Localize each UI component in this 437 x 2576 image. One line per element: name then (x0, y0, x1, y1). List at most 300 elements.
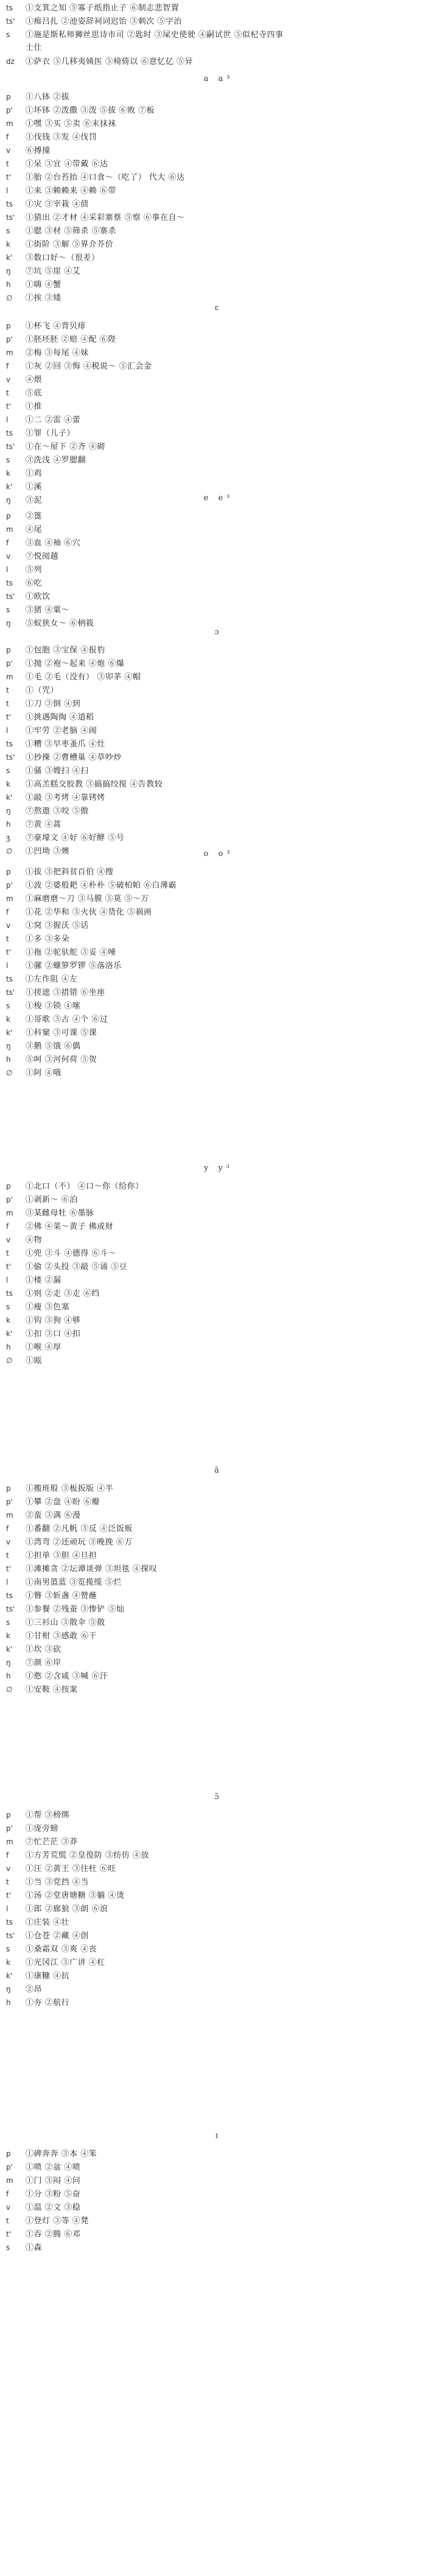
syllable-row (6, 865, 432, 879)
character-list: ①杯飞 ④背贝痱 (26, 322, 86, 331)
syllable-row (6, 171, 432, 184)
syllable-row (6, 946, 432, 959)
syllable-row (6, 972, 432, 986)
syllable-row (6, 509, 432, 523)
syllable-row (6, 1482, 432, 1495)
syllable-row (6, 751, 432, 764)
syllable-row (6, 1835, 432, 1849)
initial-label: p (6, 2150, 11, 2158)
syllable-row (6, 440, 432, 453)
syllable-row (6, 1206, 432, 1220)
initial-label: ʒ (6, 833, 10, 842)
character-list: ①瘦 ③色塞 (26, 1303, 70, 1312)
character-list: ①牢劳 ②老脑 ④闹 (26, 726, 97, 735)
syllable-row (6, 1849, 432, 1862)
character-list: ①汪 ②黄王 ③往枉 ⑥旺 (26, 1864, 116, 1874)
syllable-row (6, 1916, 432, 1929)
initial-label: m (6, 1511, 13, 1520)
initial-label: p' (6, 106, 13, 115)
syllable-row (6, 1535, 432, 1549)
character-list: ②昂 (26, 1985, 43, 1994)
initial-label: ŋ (6, 267, 11, 275)
character-list: ①多 ③多朵 (26, 935, 70, 944)
syllable-row (6, 536, 432, 550)
initial-label: f (6, 1851, 9, 1859)
syllable-row (6, 710, 432, 724)
initial-label: l (6, 416, 9, 424)
initial-label: s (6, 1303, 10, 1311)
character-list: ①高羔糕交胶教 ③搞搞绞搅 ④告教较 (26, 780, 163, 789)
syllable-row (6, 999, 432, 1013)
initial-label: s (6, 227, 10, 235)
initial-label: k (6, 1316, 10, 1325)
initial-label: h (6, 1055, 11, 1064)
character-list: ①来 ③赖赖来 ④赖 ⑥带 (26, 186, 116, 196)
initial-label: p' (6, 881, 13, 890)
initial-label: t (6, 935, 9, 943)
initial-label: s (6, 1002, 10, 1010)
character-list: ①门 ③闷 ④问 (26, 2176, 81, 2185)
initial-label: f (6, 1222, 9, 1231)
initial-label: f (6, 133, 9, 141)
character-list: ③泥 (26, 496, 43, 505)
initial-label: k' (6, 1972, 13, 1980)
syllable-row (6, 333, 432, 346)
initial-label: p (6, 1182, 11, 1191)
initial-label: ts (6, 4, 13, 12)
syllable-row (6, 1889, 432, 1902)
initial-label: k (6, 1958, 10, 1967)
syllable-row (6, 905, 432, 919)
syllable-row (6, 550, 432, 563)
syllable-row (6, 278, 432, 291)
initial-label: p' (6, 2163, 13, 2171)
initial-label: t' (6, 948, 12, 957)
character-list: ①参餐 ②残蚕 ③惨铲 ⑤灿 (26, 1605, 125, 1614)
syllable-row (6, 1589, 432, 1602)
syllable-row (6, 764, 432, 777)
character-list: ①番翻 ②凡帆 ③反 ④泛饭贩 (26, 1524, 133, 1534)
character-list: ④尾 (26, 525, 43, 534)
syllable-row (6, 117, 432, 130)
character-list: ①欧饮 (26, 592, 51, 601)
syllable-row (6, 1354, 432, 1367)
character-list: ①腮 ③材 ⑤筛杀 ⑤寨杀 (26, 227, 116, 236)
rime-heading: o o³ (203, 849, 234, 858)
initial-label: ts (6, 429, 13, 437)
initial-label: l (6, 1905, 9, 1913)
initial-label: h (6, 1672, 11, 1680)
syllable-row (6, 1026, 432, 1039)
initial-label: l (6, 1276, 9, 1284)
character-list: ①挑遇陶掏 ④道稻 (26, 713, 94, 722)
syllable-row (6, 1273, 432, 1287)
syllable-row (6, 1549, 432, 1562)
character-list: ①剥新～ ⑥泊 (26, 1195, 78, 1205)
character-list: ①登灯 ③等 ④凳 (26, 2217, 89, 2226)
initial-label: ŋ (6, 807, 11, 815)
initial-label: ŋ (6, 619, 11, 628)
syllable-row (6, 104, 432, 117)
character-list: ①汤 ②堂唐塘糖 ③躺 ④烫 (26, 1891, 125, 1900)
initial-label: h (6, 1343, 11, 1351)
syllable-row (6, 1039, 432, 1053)
syllable-row (6, 1287, 432, 1300)
initial-label: k' (6, 1028, 13, 1037)
syllable-row (6, 670, 432, 684)
character-list: ①麻磨磨～刀 ③马膜 ⑤莫 ⑤～万 (26, 894, 149, 904)
syllable-row (6, 413, 432, 426)
syllable-row (6, 643, 432, 657)
initial-label: ts (6, 1591, 13, 1600)
initial-label: m (6, 2176, 13, 2185)
initial-label: l (6, 565, 9, 574)
syllable-row (6, 2174, 432, 2187)
syllable-row (6, 197, 432, 211)
character-list: ①痴吕扎 ②池姿辞祠词迟饴 ③刺次 ⑤字治 (26, 17, 182, 26)
rime-heading: ɔ̃ (214, 1792, 223, 1802)
initial-label: f (6, 539, 9, 547)
syllable-row (6, 1193, 432, 1206)
initial-label: k' (6, 483, 13, 491)
character-list: ①庞旁螃 (26, 1824, 59, 1833)
syllable-row (6, 892, 432, 905)
syllable-row (6, 919, 432, 932)
character-list: ⑦坑 ⑤崖 ④艾 (26, 267, 81, 276)
character-list: ①憨 ②含咸 ③喊 ⑥汗 (26, 1672, 108, 1681)
initial-label: ts' (6, 17, 15, 26)
initial-label: dz (6, 57, 15, 66)
initial-label: ts' (6, 753, 15, 762)
syllable-row (6, 986, 432, 999)
character-list: ①当 ③党挡 ④当 (26, 1878, 89, 1887)
initial-label: p' (6, 659, 13, 668)
character-list: ①仓苍 ②藏 ④创 (26, 1931, 89, 1941)
syllable-row (6, 2187, 432, 2201)
initial-label: ts' (6, 213, 15, 222)
initial-label: t (6, 699, 9, 708)
syllable-row (6, 523, 432, 536)
character-list: ①方芳荒慌 ②皇徨防 ③纺仿 ④放 (26, 1851, 149, 1860)
character-list: ①梭 ③锁 ④嗦 (26, 1002, 81, 1011)
character-list: ①挨 ③矮 (26, 294, 61, 303)
initial-label: v (6, 146, 11, 155)
syllable-row (6, 603, 432, 617)
syllable-row (6, 831, 432, 844)
character-list: ①科窠 ③可课 ⑤课 (26, 1028, 97, 1038)
syllable-row (6, 1683, 432, 1696)
initial-label: ∅ (6, 1069, 13, 1077)
character-list: ②蛮 ③满 ⑥漫 (26, 1511, 81, 1520)
initial-label: v (6, 552, 11, 561)
initial-label: m (6, 1209, 13, 1217)
syllable-row (6, 791, 432, 804)
initial-label: s (6, 606, 10, 614)
syllable-row (6, 1983, 432, 1996)
initial-label: p (6, 1811, 11, 1819)
initial-label: v (6, 921, 11, 930)
character-list: ①吞 ②腾 ⑥邓 (26, 2230, 81, 2239)
character-list: ⑤列 (26, 565, 43, 575)
character-list: ①毛 ②毛（没有） ③卯茅 ④帽 (26, 673, 141, 682)
character-list: ⑦豪壕文 ④好 ⑥好酵 ⑤号 (26, 833, 125, 843)
initial-label: m (6, 673, 13, 681)
character-list: ①搓遮 ③措错 ⑥坐座 (26, 988, 105, 997)
syllable-row (6, 1340, 432, 1354)
character-list: ①罪（儿子） (26, 429, 75, 438)
initial-label: ts' (6, 442, 15, 451)
initial-label: ŋ (6, 1042, 11, 1050)
character-list: ①糟 ③早枣蚤爪 ④灶 (26, 740, 105, 749)
character-list: ①伐钱 ③发 ④伐罚 (26, 133, 97, 142)
syllable-row (6, 238, 432, 251)
character-list: ①抛 ②袍～起来 ④炮 ⑥爆 (26, 659, 125, 668)
character-list: ①喷 ②盆 ④喷 (26, 2163, 81, 2172)
syllable-row (6, 1576, 432, 1589)
initial-label: s (6, 2243, 10, 2252)
initial-label: k' (6, 793, 13, 802)
character-list: ①凹坳 ③燠 (26, 847, 70, 856)
syllable-row (6, 932, 432, 946)
initial-label: s (6, 766, 10, 775)
syllable-row (6, 453, 432, 467)
character-list: ①碑奔奔 ③本 ④笨 (26, 2150, 97, 2159)
rime-heading: ɛ (214, 303, 223, 313)
character-list: ①八钵 ②拔 (26, 93, 70, 102)
syllable-row (6, 818, 432, 831)
syllable-row (6, 224, 432, 238)
initial-label: ts' (6, 1931, 15, 1940)
syllable-row (6, 1602, 432, 1616)
syllable-row (6, 1969, 432, 1983)
initial-label: f (6, 362, 9, 370)
character-list: ①猜出 ②才材 ④采彩寨蔡 ⑤察 ⑥事在自～ (26, 213, 185, 222)
syllable-row (6, 1643, 432, 1656)
character-list: ①偷 ②头投 ③敲 ⑤诵 ⑤豆 (26, 1262, 128, 1272)
syllable-row (6, 1996, 432, 2009)
initial-label: s (6, 456, 10, 464)
character-list: ①灾 ③宰栽 ④债 (26, 200, 89, 209)
initial-label: k (6, 1632, 10, 1640)
syllable-row (6, 41, 432, 55)
syllable-row (6, 1656, 432, 1669)
character-list: ①南男篮蓝 ③览揽缆 ⑤烂 (26, 1578, 122, 1587)
syllable-row (6, 251, 432, 264)
rime-heading: y y³ (203, 1164, 234, 1173)
initial-label: p (6, 868, 11, 876)
character-list: ①在～屋下 ②齐 ④砌 (26, 442, 105, 451)
syllable-row (6, 2241, 432, 2254)
character-list: ①施是斯私师狮丝思诗市司 ②匙时 ③屎史使驶 ④嗣试世 ⑤似杞寺四事 (26, 30, 284, 40)
character-list: ①灰 ②回 ③悔 ④税说～ ⑤汇会金 (26, 362, 152, 371)
character-list: ①支箕之知 ⑤寡子纸指止子 ⑥制志悲智置 (26, 4, 180, 13)
character-list: ①街阶 ③解 ⑤界介芥价 (26, 240, 114, 249)
initial-label: p (6, 93, 11, 101)
character-list: ①庄装 ④壮 (26, 1918, 70, 1927)
character-list: ①溪 (26, 483, 43, 492)
character-list: ①搬班般 ③板扳版 ④半 (26, 1484, 114, 1493)
initial-label: ∅ (6, 1685, 13, 1694)
syllable-row (6, 211, 432, 224)
syllable-row (6, 319, 432, 333)
syllable-row (6, 1822, 432, 1835)
initial-label: ∅ (6, 294, 13, 302)
syllable-row (6, 1509, 432, 1522)
character-list: ③猪 ④粟～ (26, 606, 70, 615)
syllable-row (6, 1314, 432, 1327)
syllable-row (6, 777, 432, 791)
syllable-row (6, 90, 432, 104)
character-list: ③洗浅 ④罗腮翻 (26, 456, 86, 465)
syllable-row (6, 2214, 432, 2227)
syllable-row (6, 1013, 432, 1026)
initial-label: s (6, 1945, 10, 1953)
syllable-row (6, 1053, 432, 1066)
initial-label: ŋ (6, 1658, 11, 1667)
syllable-row (6, 1247, 432, 1260)
character-list: ④物 (26, 1236, 43, 1245)
initial-label: ts (6, 579, 13, 587)
character-list: ①分 ③粉 ⑤奋 (26, 2190, 81, 2199)
character-list: ⑤呵 ③河何荷 ⑤贺 (26, 1055, 97, 1064)
character-list: ③鹅 ⑤饿 ⑥偶 (26, 1042, 81, 1051)
rime-heading: e e³ (203, 494, 234, 503)
initial-label: k (6, 780, 10, 788)
syllable-row (6, 1300, 432, 1314)
character-list: ①波 ②婆般耙 ④朴朴 ⑤破柏帕 ⑥白薄霸 (26, 881, 177, 890)
character-list: ③血 ④袖 ⑥穴 (26, 539, 81, 548)
initial-label: m (6, 349, 13, 357)
character-list: ⑦颜 ⑥岸 (26, 1658, 61, 1668)
initial-label: t (6, 1878, 9, 1886)
initial-label: t (6, 1551, 9, 1560)
initial-label: k (6, 469, 10, 478)
syllable-row (6, 400, 432, 413)
initial-label: p' (6, 1498, 13, 1506)
character-list: ①北口（不） ④口～你（给你） (26, 1182, 144, 1191)
character-list: ⑥搏撞 (26, 146, 51, 155)
initial-label: ŋ (6, 496, 11, 504)
character-list: ①哥歌 ③古 ④个 ⑥过 (26, 1015, 108, 1024)
character-list: ②篦 (26, 512, 43, 521)
syllable-row (6, 1629, 432, 1643)
character-list: ①包胞 ③宝保 ④报豹 (26, 646, 105, 655)
syllable-row (6, 291, 432, 305)
initial-label: h (6, 280, 11, 289)
syllable-row (6, 264, 432, 278)
character-list: ①喉 ④厚 (26, 1343, 61, 1352)
character-list: ①花 ②华和 ③火伙 ④货化 ⑤祸画 (26, 908, 152, 917)
syllable-row (6, 15, 432, 28)
initial-label: v (6, 375, 11, 384)
character-list: ⑥吃 (26, 579, 43, 588)
syllable-row (6, 1669, 432, 1683)
character-list: ③数口好～（很差） (26, 253, 100, 263)
character-list: ①推 (26, 402, 43, 411)
character-list: ①鸡 (26, 469, 43, 478)
syllable-row (6, 2201, 432, 2214)
character-list: ②梅 ③每尾 ④妹 (26, 349, 89, 358)
syllable-row (6, 1942, 432, 1956)
syllable-row (6, 1327, 432, 1340)
character-list: ①湾弯 ②还顽玩 ③晚挽 ⑥万 (26, 1538, 133, 1547)
character-list: ①钩 ③狗 ④够 (26, 1316, 81, 1325)
character-list: ④煨 (26, 375, 43, 384)
character-list: ①胚坯胚 ②赔 ④配 ⑥陛 (26, 335, 116, 344)
initial-label: ŋ (6, 1985, 11, 1994)
syllable-row (6, 1808, 432, 1822)
initial-label: ts (6, 740, 13, 748)
character-list: ③某雌母牡 ⑥墨脉 (26, 1209, 94, 1218)
character-list: ⑦忙芒茫 ③莽 (26, 1838, 78, 1847)
character-list: ①胎 ②台苔抬 ④口食～（吃了） 代大 ⑥达 (26, 173, 185, 182)
syllable-row (6, 1522, 432, 1535)
syllable-row (6, 144, 432, 157)
initial-label: t' (6, 1565, 12, 1573)
initial-label: v (6, 2203, 11, 2212)
character-list: ①滩摊贪 ②坛谭谈弹 ③坦毯 ④探叹 (26, 1565, 158, 1574)
character-list: ①担单 ③胆 ④旦担 (26, 1551, 97, 1560)
rime-heading: ã (214, 1466, 223, 1475)
character-list: ⑦黄 ④蒿 (26, 820, 61, 829)
initial-label: ts' (6, 988, 15, 997)
syllable-row (6, 1066, 432, 1080)
initial-label: l (6, 726, 9, 735)
character-list: ①楼 ②漏 (26, 1276, 61, 1285)
syllable-row (6, 1495, 432, 1509)
character-list: ①攀 ②盘 ④盼 ⑥瓣 (26, 1498, 100, 1507)
initial-label: s (6, 1618, 10, 1627)
character-list: ①帮 ③榜绑 (26, 1811, 70, 1820)
initial-label: s (6, 30, 10, 39)
initial-label: p' (6, 1195, 13, 1204)
syllable-row (6, 684, 432, 697)
syllable-row (6, 1180, 432, 1193)
initial-label: f (6, 1524, 9, 1533)
initial-label: v (6, 1236, 11, 1244)
syllable-row (6, 1562, 432, 1576)
character-list: ①敲 ③考烤 ④靠铐烤 (26, 793, 105, 802)
rime-heading: ɪ (215, 2131, 222, 2140)
character-list: ⑦悦阅越 (26, 552, 59, 561)
initial-label: t' (6, 1262, 12, 1271)
initial-label: ts' (6, 592, 15, 601)
character-list: ①康糠 ④抗 (26, 1972, 70, 1981)
syllable-row (6, 1862, 432, 1875)
initial-label: f (6, 2190, 9, 2198)
syllable-row (6, 1956, 432, 1969)
character-list: ①萨衣 ③几移夷姨医 ⑤椅倚以 ⑥意忆亿 ⑤异 (26, 57, 194, 66)
initial-label: ts (6, 1918, 13, 1927)
character-list: ①呆 ③宜 ④带戴 ⑥达 (26, 160, 108, 169)
character-list: ①坎 ③砍 (26, 1645, 61, 1654)
syllable-row (6, 697, 432, 710)
syllable-row (6, 1616, 432, 1629)
initial-label: t' (6, 2230, 12, 2238)
initial-label: v (6, 1538, 11, 1546)
initial-label: p (6, 646, 11, 654)
syllable-row (6, 359, 432, 373)
initial-label: ts (6, 975, 13, 983)
character-list: ①甘柑 ③感敢 ⑥干 (26, 1632, 97, 1641)
initial-label: p (6, 1484, 11, 1493)
initial-label: p' (6, 335, 13, 344)
character-list: ①骡 ②螺箩罗锣 ⑤落洛乐 (26, 961, 122, 971)
syllable-row (6, 426, 432, 440)
character-list: ①安鞍 ④按案 (26, 1685, 78, 1694)
initial-label: ∅ (6, 847, 13, 855)
character-list: ①骚 ③嫂扫 ④扫 (26, 766, 89, 776)
